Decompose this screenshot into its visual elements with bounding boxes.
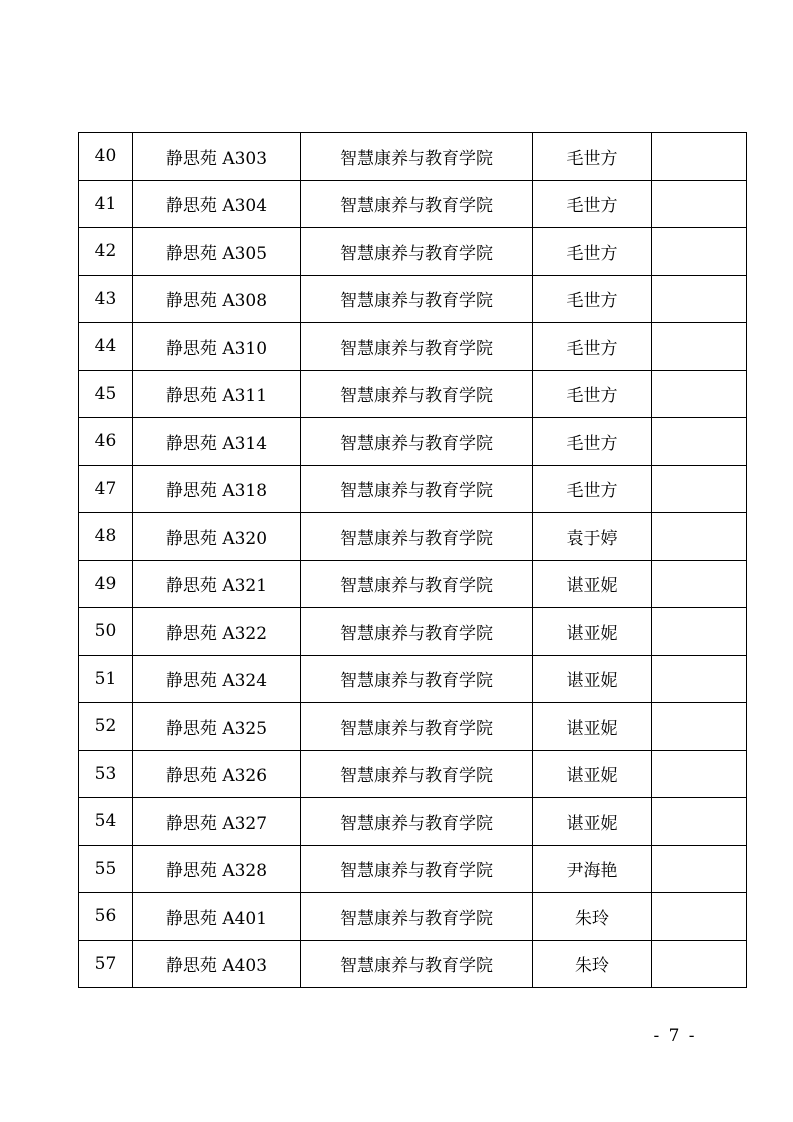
college-cell: 智慧康养与教育学院: [301, 418, 533, 466]
page-number: - 7 -: [653, 1026, 697, 1046]
table-row: [79, 323, 747, 371]
row-number-cell: 57: [79, 940, 133, 988]
college-cell: 智慧康养与教育学院: [301, 133, 533, 181]
note-cell: [652, 798, 747, 846]
note-cell: [652, 228, 747, 276]
note-cell: [652, 845, 747, 893]
note-cell: [652, 893, 747, 941]
responsible-person-cell: 朱玲: [533, 893, 652, 941]
responsible-person-cell: 谌亚妮: [533, 750, 652, 798]
note-cell: [652, 133, 747, 181]
room-cell: 静思苑 A324: [133, 655, 301, 703]
table-row: [79, 180, 747, 228]
note-cell: [652, 465, 747, 513]
note-cell: [652, 608, 747, 656]
note-cell: [652, 275, 747, 323]
responsible-person-cell: 袁于婷: [533, 513, 652, 561]
row-number-cell: 44: [79, 323, 133, 371]
college-cell: 智慧康养与教育学院: [301, 180, 533, 228]
room-cell: 静思苑 A305: [133, 228, 301, 276]
responsible-person-cell: 尹海艳: [533, 845, 652, 893]
room-cell: 静思苑 A314: [133, 418, 301, 466]
room-cell: 静思苑 A304: [133, 180, 301, 228]
college-cell: 智慧康养与教育学院: [301, 750, 533, 798]
room-cell: 静思苑 A328: [133, 845, 301, 893]
row-number-cell: 47: [79, 465, 133, 513]
row-number-cell: 55: [79, 845, 133, 893]
college-cell: 智慧康养与教育学院: [301, 465, 533, 513]
row-number-cell: 40: [79, 133, 133, 181]
responsible-person-cell: 谌亚妮: [533, 655, 652, 703]
responsible-person-cell: 谌亚妮: [533, 560, 652, 608]
responsible-person-cell: 朱玲: [533, 940, 652, 988]
room-cell: 静思苑 A311: [133, 370, 301, 418]
table-row: [79, 275, 747, 323]
table-row: [79, 845, 747, 893]
row-number-cell: 52: [79, 703, 133, 751]
row-number-cell: 48: [79, 513, 133, 561]
responsible-person-cell: 毛世方: [533, 370, 652, 418]
table-row: [79, 798, 747, 846]
responsible-person-cell: 谌亚妮: [533, 608, 652, 656]
room-cell: 静思苑 A325: [133, 703, 301, 751]
note-cell: [652, 940, 747, 988]
room-cell: 静思苑 A326: [133, 750, 301, 798]
responsible-person-cell: 毛世方: [533, 180, 652, 228]
college-cell: 智慧康养与教育学院: [301, 608, 533, 656]
college-cell: 智慧康养与教育学院: [301, 893, 533, 941]
note-cell: [652, 418, 747, 466]
note-cell: [652, 750, 747, 798]
table-row: [79, 655, 747, 703]
responsible-person-cell: 毛世方: [533, 228, 652, 276]
college-cell: 智慧康养与教育学院: [301, 560, 533, 608]
row-number-cell: 54: [79, 798, 133, 846]
responsible-person-cell: 谌亚妮: [533, 703, 652, 751]
note-cell: [652, 180, 747, 228]
room-cell: 静思苑 A401: [133, 893, 301, 941]
row-number-cell: 56: [79, 893, 133, 941]
responsible-person-cell: 毛世方: [533, 465, 652, 513]
table-row: [79, 133, 747, 181]
row-number-cell: 50: [79, 608, 133, 656]
dormitory-table: [78, 132, 747, 988]
college-cell: 智慧康养与教育学院: [301, 513, 533, 561]
room-cell: 静思苑 A403: [133, 940, 301, 988]
room-cell: 静思苑 A318: [133, 465, 301, 513]
table-row: [79, 940, 747, 988]
note-cell: [652, 323, 747, 371]
row-number-cell: 46: [79, 418, 133, 466]
college-cell: 智慧康养与教育学院: [301, 940, 533, 988]
responsible-person-cell: 毛世方: [533, 418, 652, 466]
table-row: [79, 608, 747, 656]
responsible-person-cell: 毛世方: [533, 275, 652, 323]
table-row: [79, 418, 747, 466]
college-cell: 智慧康养与教育学院: [301, 275, 533, 323]
row-number-cell: 41: [79, 180, 133, 228]
row-number-cell: 42: [79, 228, 133, 276]
college-cell: 智慧康养与教育学院: [301, 323, 533, 371]
note-cell: [652, 513, 747, 561]
note-cell: [652, 655, 747, 703]
college-cell: 智慧康养与教育学院: [301, 845, 533, 893]
room-cell: 静思苑 A327: [133, 798, 301, 846]
room-cell: 静思苑 A322: [133, 608, 301, 656]
row-number-cell: 43: [79, 275, 133, 323]
table-body: [79, 133, 747, 988]
table-row: [79, 370, 747, 418]
room-cell: 静思苑 A303: [133, 133, 301, 181]
responsible-person-cell: 谌亚妮: [533, 798, 652, 846]
note-cell: [652, 703, 747, 751]
responsible-person-cell: 毛世方: [533, 133, 652, 181]
table-row: [79, 893, 747, 941]
row-number-cell: 51: [79, 655, 133, 703]
college-cell: 智慧康养与教育学院: [301, 703, 533, 751]
college-cell: 智慧康养与教育学院: [301, 370, 533, 418]
table-row: [79, 228, 747, 276]
room-cell: 静思苑 A320: [133, 513, 301, 561]
room-cell: 静思苑 A310: [133, 323, 301, 371]
note-cell: [652, 560, 747, 608]
row-number-cell: 49: [79, 560, 133, 608]
college-cell: 智慧康养与教育学院: [301, 798, 533, 846]
table-row: [79, 465, 747, 513]
note-cell: [652, 370, 747, 418]
responsible-person-cell: 毛世方: [533, 323, 652, 371]
row-number-cell: 53: [79, 750, 133, 798]
table-row: [79, 703, 747, 751]
room-cell: 静思苑 A321: [133, 560, 301, 608]
table-row: [79, 750, 747, 798]
college-cell: 智慧康养与教育学院: [301, 228, 533, 276]
table-row: [79, 513, 747, 561]
table-row: [79, 560, 747, 608]
college-cell: 智慧康养与教育学院: [301, 655, 533, 703]
room-cell: 静思苑 A308: [133, 275, 301, 323]
row-number-cell: 45: [79, 370, 133, 418]
